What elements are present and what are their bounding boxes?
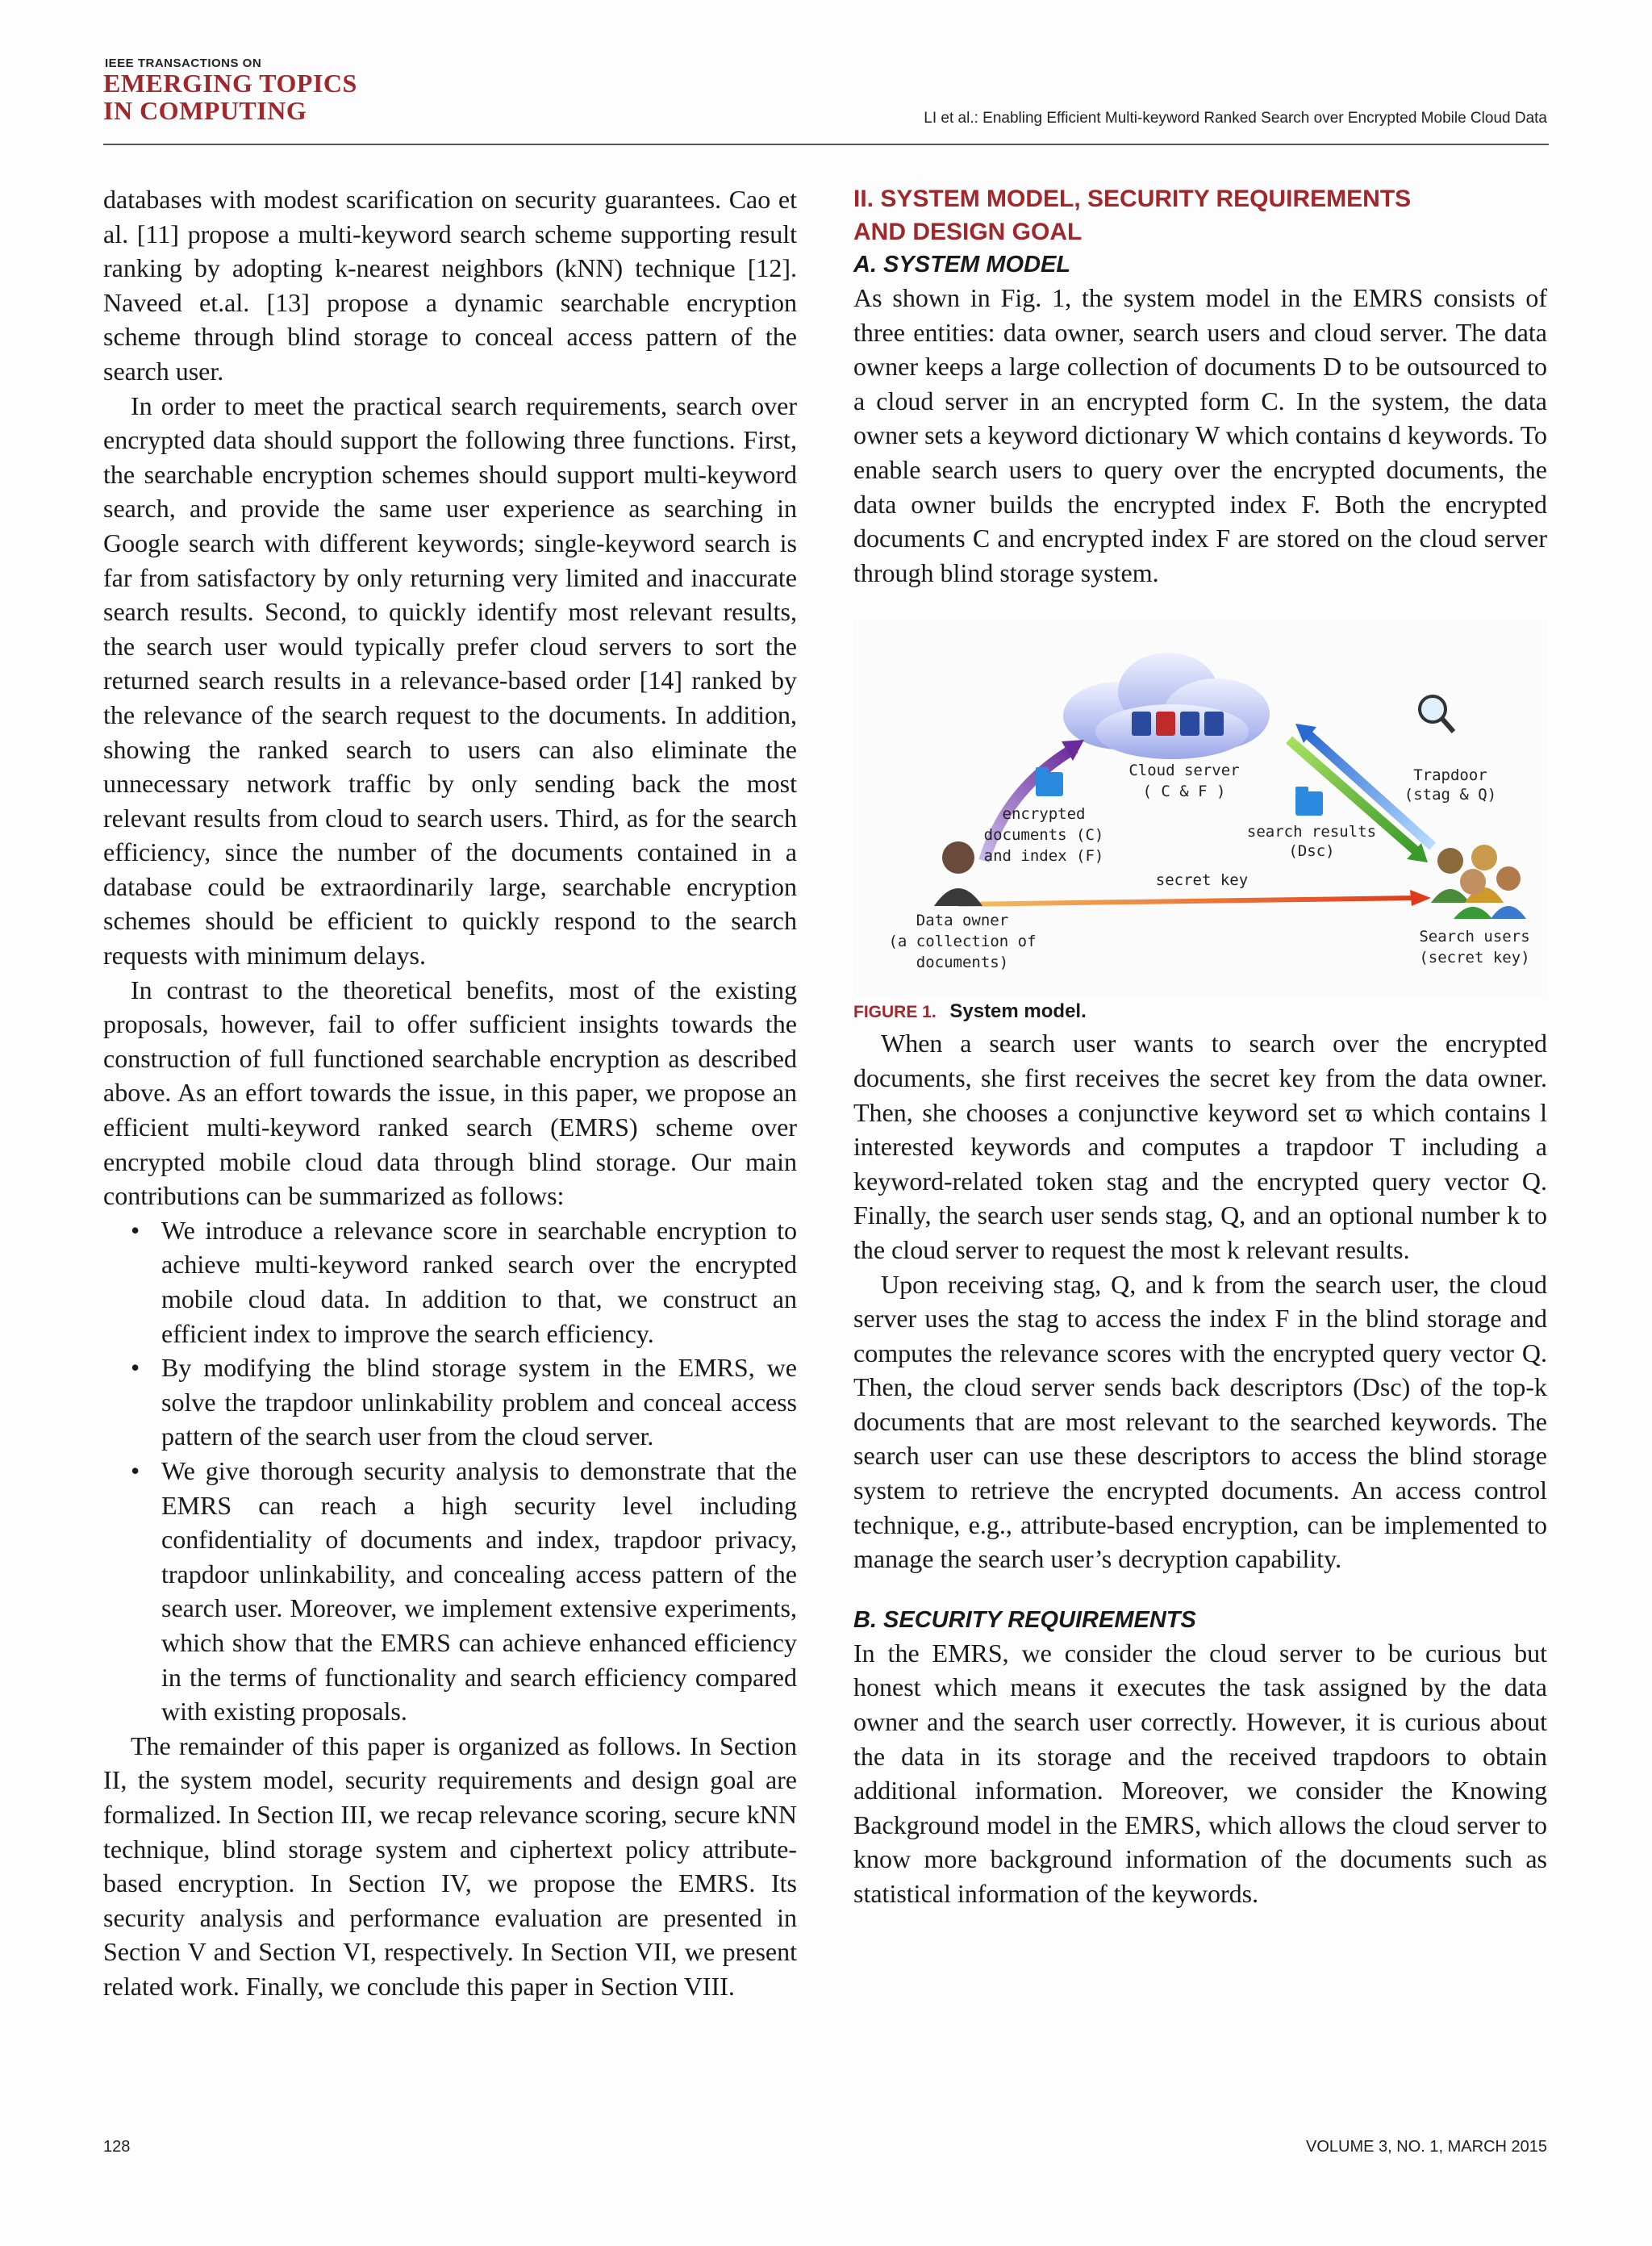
header-rule [103, 144, 1549, 145]
list-item: • By modifying the blind storage system in the EMRS, we solve the trapdoor unlinkability problem and conceal access pattern of the search user from the cloud server. [161, 1351, 797, 1454]
left-column [103, 182, 797, 2003]
paragraph: In the EMRS, we consider the cloud server to be curious but honest which means it executes the task assigned by the data owner and the search user correctly. However, it is curious about the data in its storage and the received trapdoors to obtain additional information. Moreover, we consider the Knowing Background model in the EMRS, which allows the cloud server to know more background information of the documents such as statistical information of the keywords. [853, 1638, 1547, 1908]
results-label-1: search results [1246, 823, 1377, 841]
running-head: LI et al.: Enabling Efficient Multi-keyword Ranked Search over Encrypted Mobile Cloud Data [924, 110, 1547, 127]
contribution-list [103, 1213, 797, 1729]
results-folder-icon [1295, 787, 1323, 816]
owner-label-3: documents) [916, 954, 1009, 972]
paragraph: As shown in Fig. 1, the system model in the EMRS consists of three entities: data owner, search users and cloud server. The data owner keeps a large collection of documents D to be outsourced to a cloud server in an encrypted form C. In the system, the data owner sets a keyword dictionary W which contains d keywords. To enable search users to query over the encrypted documents, the data owner builds the encrypted index F. Both the encrypted documents C and encrypted index F are stored on the cloud server through blind storage system. [853, 283, 1547, 587]
list-item: • We give thorough security analysis to demonstrate that the EMRS can reach a high security level including confidentiality of documents and index, trapdoor privacy, trapdoor unlinkability, and concealing access pattern of the search user. Moreover, we implement extensive experiments, which show that the EMRS can achieve enhanced efficiency in the terms of functionality and search efficiency compared with existing proposals. [161, 1454, 797, 1729]
journal-brand [103, 69, 357, 124]
cloud-label-1: Cloud server [1128, 762, 1240, 780]
secret-key-arrow-head [1410, 890, 1431, 906]
cloud-icon [1063, 653, 1270, 759]
data-owner-icon [934, 841, 982, 906]
paragraph: When a search user wants to search over the encrypted documents, she first receives the secret key from the data owner. Then, she chooses a conjunctive keyword set ϖ which contains l interested keywords and computes a trapdoor T including a keyword-related token stag and the encrypted query vector Q. Finally, the search user sends stag, Q, and an optional number k to the cloud server to request the most k relevant results. [853, 1029, 1547, 1264]
page-number: 128 [103, 2138, 131, 2156]
paragraph: In order to meet the practical search requirements, search over encrypted data should support the following three functions. First, the searchable encryption schemes should support multi-keyword search, and provide the same user experience as searching in Google search with different keywords; single-keyword search is far from satisfactory by only returning very limited and inaccurate search results. Second, to quickly identify most relevant results, the search user would typically prefer cloud servers to sort the returned search results in a relevance-based order [14] ranked by the relevance of the search request to the documents. In addition, showing the ranked search to users can also eliminate the unnecessary network traffic by only sending back the most relevant results from cloud to search users. Third, as for the search efficiency, since the number of the documents contained in a database could be extraordinarily large, searchable encryption schemes should be efficient to quickly respond to the search requests with minimum delays. [103, 390, 797, 971]
subsection-heading-a: A. SYSTEM MODEL [853, 252, 1071, 278]
trapdoor-label-1: Trapdoor [1413, 766, 1487, 785]
paragraph: Upon receiving stag, Q, and k from the search user, the cloud server uses the stag to access the index F in the blind storage and computes the relevance scores with the encrypted query vector Q. Then, the cloud server sends back descriptors (Dsc) of the top-k documents that are most relevant to the searched keywords. The search user can use these descriptors to access the blind storage system to retrieve the encrypted documents. An access control technique, e.g., attribute-based encryption, can be implemented to manage the search user’s decryption capability. [853, 1269, 1547, 1574]
right-column [853, 182, 1547, 1911]
paragraph: The remainder of this paper is organized as follows. In Section II, the system model, security requirements and design goal are formalized. In Section III, we recap relevance scoring, secure kNN technique, blind storage system and ciphertext policy attribute-based encryption. In Section IV, we propose the EMRS. Its security analysis and performance evaluation are presented in Section V and Section VI, respectively. In Section VII, we present related work. Finally, we conclude this paper in Section VIII. [103, 1730, 797, 2001]
journal-small-title: IEEE TRANSACTIONS ON [105, 56, 262, 70]
journal-brand-line2: IN COMPUTING [103, 96, 307, 125]
users-label-1: Search users [1419, 928, 1530, 946]
cloud-label-2: ( C & F ) [1142, 783, 1226, 801]
users-label-2: (secret key) [1419, 949, 1530, 967]
figure-number: FIGURE 1. [853, 1003, 937, 1022]
volume-info: VOLUME 3, NO. 1, MARCH 2015 [1306, 2138, 1547, 2156]
search-icon [1420, 696, 1454, 732]
owner-label-1: Data owner [916, 912, 1009, 930]
list-item: • We introduce a relevance score in searchable encryption to achieve multi-keyword ranked search over the encrypted mobile cloud data. In addition to that, we construct an efficient index to improve the search efficiency. [161, 1213, 797, 1351]
trapdoor-label-2: (stag & Q) [1404, 786, 1497, 804]
section-heading: II. SYSTEM MODEL, SECURITY REQUIREMENTS AND DESIGN GOAL [853, 186, 1412, 245]
secret-key-label: secret key [1155, 871, 1249, 890]
figure-caption-text: System model. [949, 1000, 1087, 1023]
subsection-heading-b: B. SECURITY REQUIREMENTS [853, 1606, 1196, 1633]
paragraph: In contrast to the theoretical benefits, most of the existing proposals, however, fail to offer sufficient insights towards the construction of full functioned searchable encryption as described above. As an effort towards the issue, in this paper, we propose an efficient multi-keyword ranked search (EMRS) scheme over encrypted mobile cloud data through blind storage. Our main contributions can be summarized as follows: [103, 975, 797, 1211]
figure-caption [853, 998, 1547, 1026]
spacer [853, 1576, 1547, 1604]
owner-label-2: (a collection of [888, 933, 1037, 951]
results-label-2: (Dsc) [1288, 842, 1335, 861]
system-model-figure [853, 619, 1547, 998]
encrypted-label-2: documents (C) [983, 826, 1104, 845]
search-users-icon [1431, 845, 1526, 919]
encrypted-label-1: encrypted [1002, 805, 1086, 824]
paragraph: databases with modest scarification on security guarantees. Cao et al. [11] propose a multi-keyword search scheme supporting result ranking by adopting k-nearest neighbors (kNN) technique [12]. Naveed et.al. [13] propose a dynamic searchable encryption scheme through blind storage to conceal access pattern of the search user. [103, 185, 797, 386]
journal-brand-line1: EMERGING TOPICS [103, 69, 357, 98]
encrypted-label-3: and index (F) [983, 847, 1104, 866]
upload-arrow [984, 748, 1075, 861]
secret-key-arrow [958, 898, 1418, 904]
figure-canvas [853, 619, 1547, 998]
